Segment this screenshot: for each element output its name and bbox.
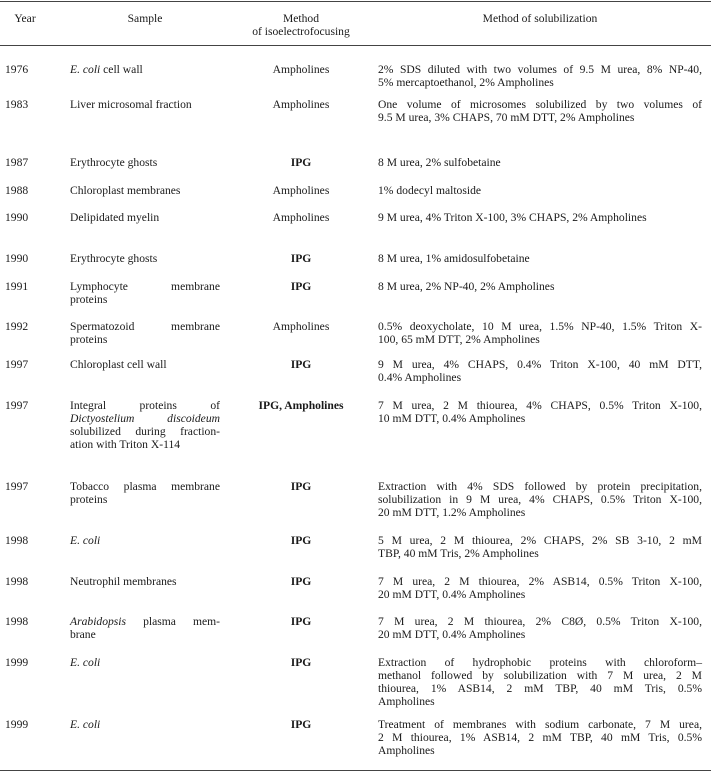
header-year: Year xyxy=(14,12,36,25)
sample-line: E. coli xyxy=(70,534,101,547)
row-solubilization xyxy=(378,656,702,708)
row-sample xyxy=(70,252,220,265)
sample-line: Integral proteins of xyxy=(70,399,220,412)
sample-line: Erythrocyte ghosts xyxy=(70,252,158,265)
row-method: IPG xyxy=(290,156,312,169)
row-solubilization xyxy=(378,184,702,197)
solubilization-line: 9 M urea, 4% CHAPS, 0.4% Triton X-100, 40 mM DTT, xyxy=(378,358,702,371)
row-method: IPG xyxy=(290,534,312,547)
sample-line: Chloroplast membranes xyxy=(70,184,181,197)
row-method: IPG xyxy=(290,480,312,493)
row-sample xyxy=(70,615,220,641)
row-method: Ampholines xyxy=(272,211,330,224)
row-sample xyxy=(70,718,220,731)
row-method: IPG xyxy=(290,575,312,588)
solubilization-line: thiourea, 1% ASB14, 2 mM TBP, 40 mM Tris, 0.5% xyxy=(378,682,702,695)
header-rule xyxy=(0,45,711,46)
sample-line: Spermatozoid membrane xyxy=(70,320,220,333)
solubilization-line: Extraction with 4% SDS followed by protein precipitation, xyxy=(378,480,702,493)
row-sample xyxy=(70,575,220,588)
solubilization-line: 1% dodecyl maltoside xyxy=(378,184,482,197)
header-solubilization: Method of solubilization xyxy=(482,12,598,25)
row-year: 1992 xyxy=(5,320,29,333)
row-method: IPG xyxy=(290,280,312,293)
sample-line: Dictyostelium discoideum xyxy=(70,412,220,425)
row-solubilization xyxy=(378,211,702,224)
sample-line: Erythrocyte ghosts xyxy=(70,156,158,169)
row-method: IPG xyxy=(290,656,312,669)
row-sample xyxy=(70,656,220,669)
row-method: IPG xyxy=(290,718,312,731)
solubilization-line: solubilization in 9 M urea, 4% CHAPS, 0.5% Triton X-100, xyxy=(378,493,702,506)
solubilization-line: 8 M urea, 2% NP-40, 2% Ampholines xyxy=(378,280,555,293)
sample-line: E. coli xyxy=(70,656,101,669)
solubilization-line: 100, 65 mM DTT, 2% Ampholines xyxy=(378,333,540,346)
row-sample xyxy=(70,399,220,451)
row-solubilization xyxy=(378,63,702,89)
solubilization-line: TBP, 40 mM Tris, 2% Ampholines xyxy=(378,547,539,560)
row-solubilization xyxy=(378,615,702,641)
row-method: IPG xyxy=(290,615,312,628)
sample-line: E. coli xyxy=(70,718,101,731)
row-year: 1988 xyxy=(5,184,29,197)
solubilization-line: 7 M urea, 2 M thiourea, 4% CHAPS, 0.5% Triton X-100, xyxy=(378,399,702,412)
row-sample xyxy=(70,63,220,76)
row-solubilization xyxy=(378,480,702,519)
solubilization-line: 8 M urea, 2% sulfobetaine xyxy=(378,156,501,169)
sample-line: Delipidated myelin xyxy=(70,211,160,224)
row-sample xyxy=(70,534,220,547)
row-method: Ampholines xyxy=(272,320,330,333)
row-year: 1987 xyxy=(5,156,29,169)
sample-line: Liver microsomal fraction xyxy=(70,98,192,111)
solubilization-line: 8 M urea, 1% amidosulfobetaine xyxy=(378,252,530,265)
solubilization-line: Extraction of hydrophobic proteins with chloroform– xyxy=(378,656,702,669)
solubilization-line: 20 mM DTT, 0.4% Ampholines xyxy=(378,628,526,641)
solubilization-line: 2% SDS diluted with two volumes of 9.5 M urea, 8% NP-40, xyxy=(378,63,702,76)
solubilization-line: methanol followed by solubilization with 7 M urea, 2 M xyxy=(378,669,702,682)
row-solubilization xyxy=(378,718,702,757)
sample-line: ation with Triton X-114 xyxy=(70,438,181,451)
header-method-line1: Method xyxy=(282,12,320,25)
solubilization-line: Treatment of membranes with sodium carbonate, 7 M urea, xyxy=(378,718,702,731)
sample-line: proteins xyxy=(70,493,108,506)
solubilization-line: 9 M urea, 4% Triton X-100, 3% CHAPS, 2% Ampholines xyxy=(378,211,647,224)
solubilization-line: 20 mM DTT, 1.2% Ampholines xyxy=(378,506,526,519)
row-year: 1999 xyxy=(5,656,29,669)
solubilization-line: 0.4% Ampholines xyxy=(378,371,462,384)
row-method: IPG xyxy=(290,358,312,371)
row-year: 1990 xyxy=(5,252,29,265)
row-year: 1997 xyxy=(5,480,29,493)
row-solubilization xyxy=(378,575,702,601)
solubilization-line: 0.5% deoxycholate, 10 M urea, 1.5% NP-40, 1.5% Triton X- xyxy=(378,320,702,333)
row-year: 1998 xyxy=(5,575,29,588)
row-solubilization xyxy=(378,320,702,346)
row-year: 1998 xyxy=(5,534,29,547)
solubilization-line: 7 M urea, 2 M thiourea, 2% ASB14, 0.5% Triton X-100, xyxy=(378,575,702,588)
top-rule xyxy=(0,1,711,2)
solubilization-line: 5 M urea, 2 M thiourea, 2% CHAPS, 2% SB 3-10, 2 mM xyxy=(378,534,702,547)
row-year: 1998 xyxy=(5,615,29,628)
header-method xyxy=(242,12,360,38)
row-solubilization xyxy=(378,358,702,384)
row-sample xyxy=(70,156,220,169)
bottom-rule xyxy=(0,770,711,771)
sample-line: Lymphocyte membrane xyxy=(70,280,220,293)
solubilization-line: One volume of microsomes solubilized by two volumes of xyxy=(378,98,702,111)
row-year: 1997 xyxy=(5,399,29,412)
row-sample xyxy=(70,211,220,224)
row-year: 1983 xyxy=(5,98,29,111)
row-method: Ampholines xyxy=(272,63,330,76)
header-sample: Sample xyxy=(127,12,163,25)
row-solubilization xyxy=(378,252,702,265)
solubilization-line: 2 M thiourea, 1% ASB14, 2 mM TBP, 40 mM Tris, 0.5% xyxy=(378,731,702,744)
row-sample xyxy=(70,184,220,197)
row-year: 1990 xyxy=(5,211,29,224)
sample-line: Tobacco plasma membrane xyxy=(70,480,220,493)
sample-line: E. coli cell wall xyxy=(70,63,143,76)
row-solubilization xyxy=(378,156,702,169)
row-method: IPG xyxy=(290,252,312,265)
sample-line: proteins xyxy=(70,293,108,306)
row-year: 1999 xyxy=(5,718,29,731)
sample-line: proteins xyxy=(70,333,108,346)
row-solubilization xyxy=(378,98,702,124)
row-sample xyxy=(70,480,220,506)
sample-line: brane xyxy=(70,628,96,641)
sample-line: solubilized during fraction- xyxy=(70,425,220,438)
row-year: 1997 xyxy=(5,358,29,371)
row-year: 1991 xyxy=(5,280,29,293)
row-solubilization xyxy=(378,534,702,560)
row-solubilization xyxy=(378,280,702,293)
solubilization-line: 20 mM DTT, 0.4% Ampholines xyxy=(378,588,526,601)
solubilization-line: 9.5 M urea, 3% CHAPS, 70 mM DTT, 2% Ampholines xyxy=(378,111,635,124)
solubilization-line: Ampholines xyxy=(378,695,435,708)
solubilization-line: Ampholines xyxy=(378,744,435,757)
row-year: 1976 xyxy=(5,63,29,76)
row-solubilization xyxy=(378,399,702,425)
solubilization-line: 10 mM DTT, 0.4% Ampholines xyxy=(378,412,526,425)
row-sample xyxy=(70,280,220,306)
solubilization-line: 7 M urea, 2 M thiourea, 2% C8Ø, 0.5% Triton X-100, xyxy=(378,615,702,628)
row-sample xyxy=(70,98,220,111)
row-sample xyxy=(70,358,220,371)
row-sample xyxy=(70,320,220,346)
row-method: Ampholines xyxy=(272,98,330,111)
row-method: Ampholines xyxy=(272,184,330,197)
row-method: IPG, Ampholines xyxy=(258,399,344,412)
sample-line: Chloroplast cell wall xyxy=(70,358,167,371)
sample-line: Neutrophil membranes xyxy=(70,575,177,588)
header-method-line2: of isoelectrofocusing xyxy=(252,25,350,38)
solubilization-line: 5% mercaptoethanol, 2% Ampholines xyxy=(378,76,554,89)
sample-line: Arabidopsis plasma mem- xyxy=(70,615,220,628)
